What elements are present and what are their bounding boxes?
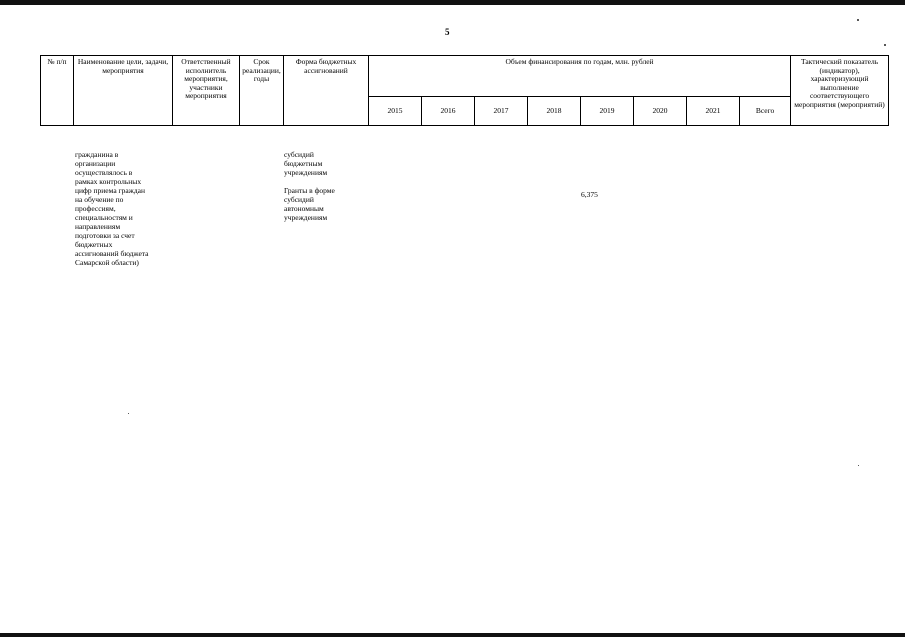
header-budget-form: Форма бюджетных ассигнований	[284, 56, 369, 126]
form-block-subsidies-budget: субсидий бюджетным учреждениям	[284, 150, 328, 177]
header-number: № п/п	[41, 56, 74, 126]
header-financing: Объем финансирования по годам, млн. рублей	[369, 56, 791, 97]
scan-speck	[858, 465, 859, 466]
bottom-scan-border	[0, 633, 905, 637]
scan-speck	[884, 44, 886, 46]
header-year-2021: 2021	[687, 97, 740, 126]
header-indicator: Тактический показатель (индикатор), характеризующий выполнение соответствующего мероприятия (мероприятий)	[791, 56, 889, 126]
header-year-2017: 2017	[475, 97, 528, 126]
amount-2019-value: 6,375	[581, 190, 598, 199]
header-year-2018: 2018	[528, 97, 581, 126]
header-responsible: Ответственный исполнитель мероприятия, участники мероприятия	[173, 56, 240, 126]
form-block-grants-autonomous: Гранты в форме субсидий автономным учреждениям	[284, 186, 335, 222]
header-total: Всего	[740, 97, 791, 126]
header-name: Наименование цели, задачи, мероприятия	[74, 56, 173, 126]
header-year-2015: 2015	[369, 97, 422, 126]
program-table-header	[40, 55, 889, 126]
row-name-text: гражданина в организации осуществлялось в рамках контрольных цифр приема граждан на обучение по профессиям, специальностям и направлениям подготовки за счет бюджетных ассигнований бюджета Самарской области)	[75, 150, 149, 267]
top-scan-border	[0, 0, 905, 5]
header-year-2019: 2019	[581, 97, 634, 126]
row-budget-form-text	[284, 150, 369, 222]
scan-speck	[857, 19, 859, 21]
header-year-2020: 2020	[634, 97, 687, 126]
header-term: Срок реализации, годы	[240, 56, 284, 126]
scan-speck	[128, 413, 129, 414]
page-number: 5	[445, 27, 450, 37]
header-year-2016: 2016	[422, 97, 475, 126]
